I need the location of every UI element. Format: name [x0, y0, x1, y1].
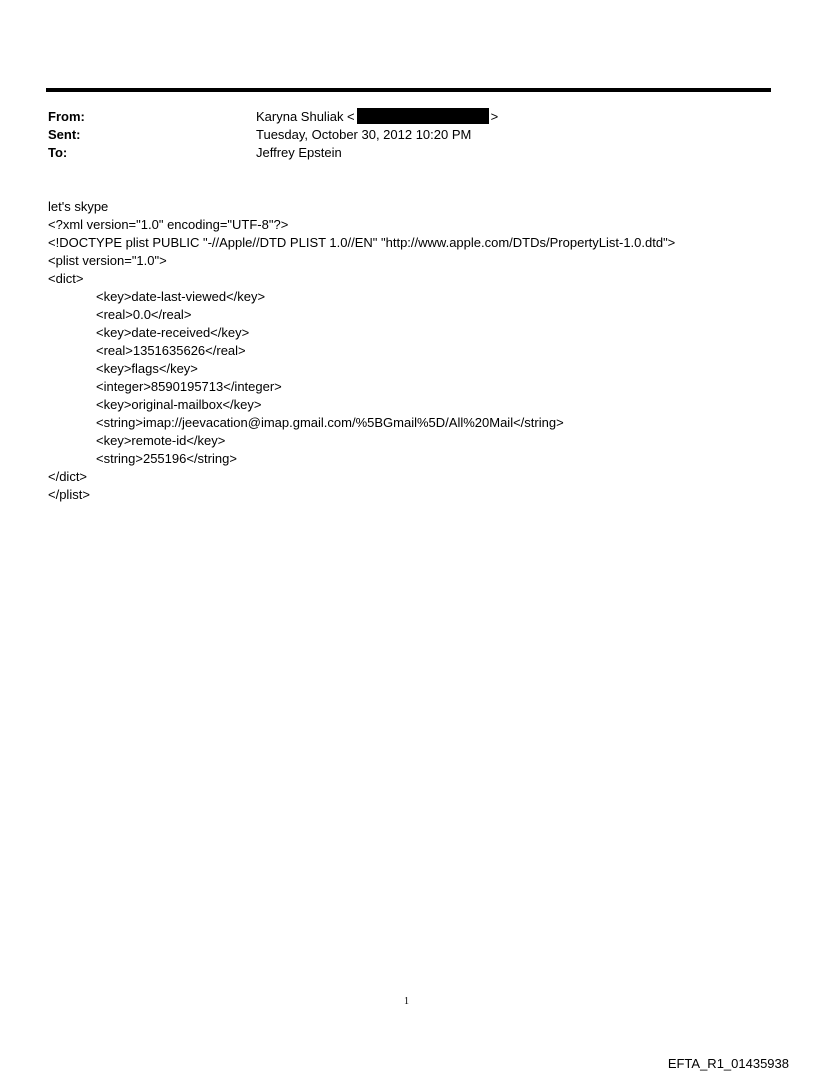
body-line: <key>date-received</key>	[96, 325, 250, 340]
bates-number: EFTA_R1_01435938	[667, 1056, 789, 1071]
from-label: From:	[48, 109, 85, 124]
page-number: 1	[404, 996, 409, 1007]
sent-value: Tuesday, October 30, 2012 10:20 PM	[256, 127, 472, 142]
from-close: >	[490, 109, 499, 124]
redaction-box	[357, 108, 489, 124]
body-line: <dict>	[48, 271, 84, 286]
body-line: <key>date-last-viewed</key>	[96, 289, 266, 304]
body-line: </dict>	[48, 469, 88, 484]
body-line: <plist version="1.0">	[48, 253, 167, 268]
to-label: To:	[48, 145, 68, 160]
body-line: <string>imap://jeevacation@imap.gmail.com/%5BGmail%5D/All%20Mail</string>	[96, 415, 564, 430]
body-line: <?xml version="1.0" encoding="UTF-8"?>	[48, 217, 289, 232]
body-line: <key>flags</key>	[96, 361, 198, 376]
body-line: <key>remote-id</key>	[96, 433, 226, 448]
body-line: <key>original-mailbox</key>	[96, 397, 262, 412]
body-line: <real>0.0</real>	[96, 307, 192, 322]
from-name: Karyna Shuliak <	[256, 109, 355, 124]
body-line: <integer>8590195713</integer>	[96, 379, 282, 394]
header-rule	[46, 88, 771, 92]
from-value	[256, 108, 498, 125]
body-line: <!DOCTYPE plist PUBLIC "-//Apple//DTD PLIST 1.0//EN" "http://www.apple.com/DTDs/PropertyList-1.0.dtd">	[48, 235, 676, 250]
to-value: Jeffrey Epstein	[256, 145, 342, 160]
email-body	[48, 198, 675, 504]
body-line: <string>255196</string>	[96, 451, 237, 466]
body-line: <real>1351635626</real>	[96, 343, 246, 358]
sent-label: Sent:	[48, 127, 81, 142]
body-line: let's skype	[48, 199, 109, 214]
body-line: </plist>	[48, 487, 90, 502]
